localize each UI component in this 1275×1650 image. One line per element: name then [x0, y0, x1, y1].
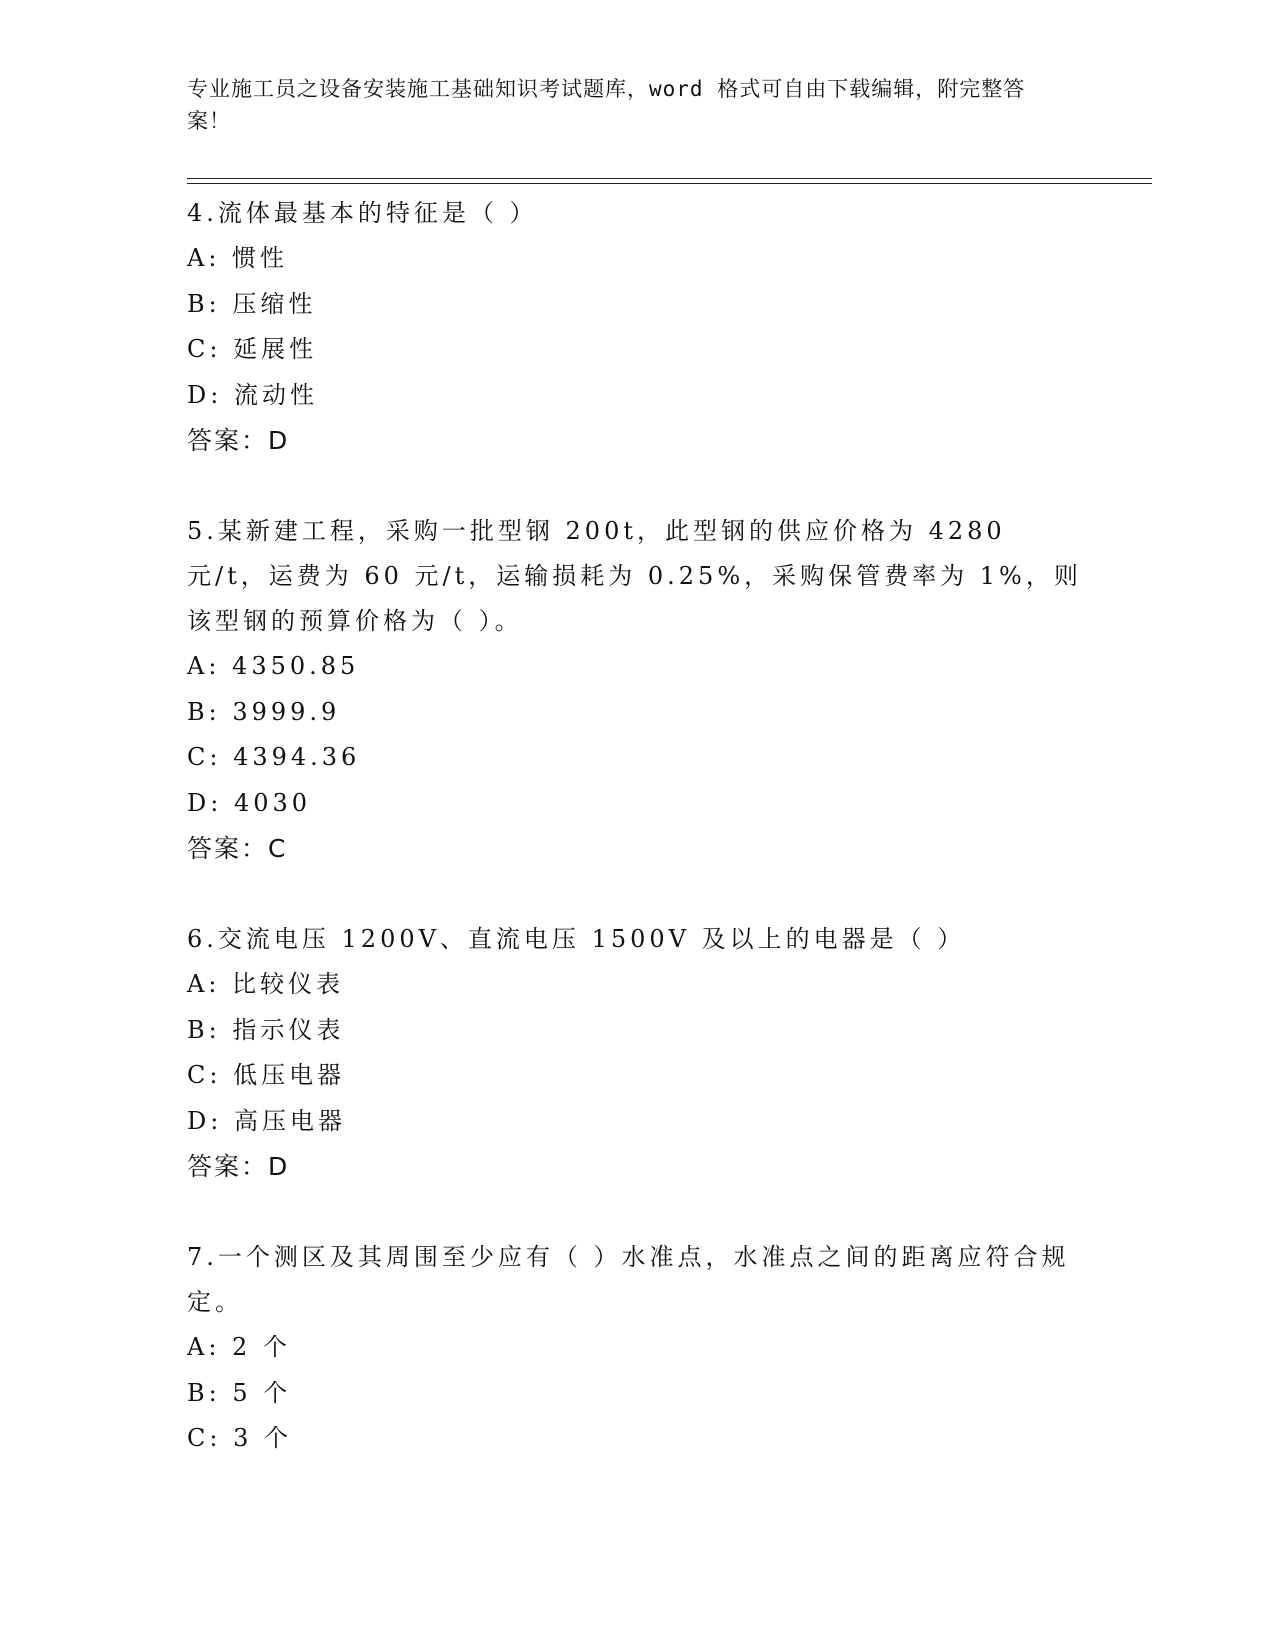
option-a: A: 比较仪表: [187, 970, 345, 998]
option-c: C: 3 个: [187, 1424, 292, 1452]
answer-line: 答案：D: [187, 426, 290, 455]
option-b: B: 压缩性: [187, 289, 317, 318]
option-d: D: 流动性: [187, 380, 318, 409]
question-list: [187, 191, 1087, 1508]
document-header: 专业施工员之设备安装施工基础知识考试题库，word 格式可自由下载编辑，附完整答案！: [187, 77, 1026, 133]
option-d: D: 高压电器: [187, 1106, 346, 1135]
option-c: C: 4394.36: [187, 743, 361, 771]
question-stem: 4.流体最基本的特征是（ ）: [187, 199, 538, 227]
option-a: A: 4350.85: [187, 652, 360, 680]
question-6: [187, 917, 1087, 1189]
question-stem: 7.一个测区及其周围至少应有（ ）水准点，水准点之间的距离应符合规定。: [187, 1243, 1070, 1316]
answer-line: 答案：D: [187, 1152, 290, 1181]
question-4: [187, 191, 1087, 463]
answer-line: 答案：C: [187, 834, 288, 863]
option-a: A: 惯性: [187, 244, 289, 272]
option-b: B: 5 个: [187, 1378, 292, 1407]
option-d: D: 4030: [187, 788, 312, 817]
option-a: A: 2 个: [187, 1333, 291, 1361]
option-c: C: 低压电器: [187, 1061, 346, 1089]
option-c: C: 延展性: [187, 335, 318, 363]
question-stem: 5.某新建工程，采购一批型钢 200t，此型钢的供应价格为 4280 元/t，运费为 60 元/t，运输损耗为 0.25%，采购保管费率为 1%，则该型钢的预算价格为（ ）。: [187, 517, 1082, 635]
option-b: B: 3999.9: [187, 697, 341, 726]
question-7: [187, 1235, 1087, 1462]
question-5: [187, 509, 1087, 871]
header-divider-top: [187, 178, 1152, 179]
option-b: B: 指示仪表: [187, 1015, 345, 1044]
question-stem: 6.交流电压 1200V、直流电压 1500V 及以上的电器是（ ）: [187, 925, 966, 953]
header-divider-bottom: [187, 183, 1152, 184]
